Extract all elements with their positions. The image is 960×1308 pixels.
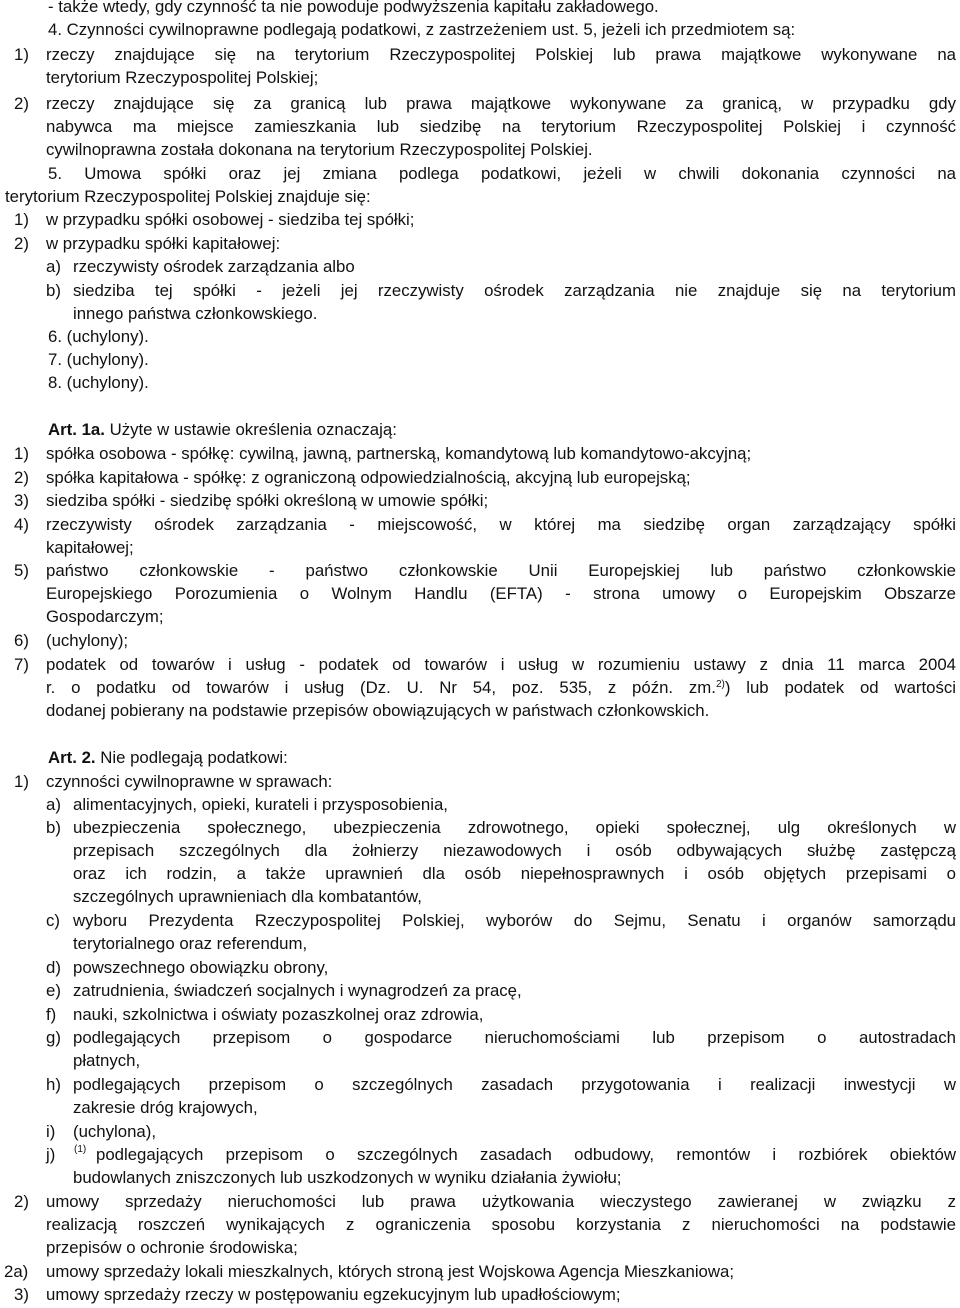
line-text: terytorium Rzeczypospolitej Polskiej znajduje się: (5, 187, 371, 206)
list-marker: h) (46, 1075, 61, 1094)
list-marker: 5) (14, 561, 29, 580)
list-marker: 6) (14, 631, 29, 650)
line-text: przepisach szczególnych dla żołnierzy niezawodowych i osób odbywających służbę zastępczą (73, 841, 956, 860)
list-marker: 1) (14, 772, 29, 791)
line-text: budowlanych zniszczonych lub uszkodzonych w wyniku działania żywiołu; (73, 1168, 622, 1187)
list-marker: 2a) (4, 1262, 29, 1281)
list-marker: 1) (14, 45, 29, 64)
article-number: Art. 1a. (48, 420, 105, 439)
line-text: zatrudnienia, świadczeń socjalnych i wynagrodzeń za pracę, (73, 981, 522, 1000)
line-text: 5. Umowa spółki oraz jej zmiana podlega podatkowi, jeżeli w chwili dokonania czynności na (48, 164, 956, 183)
list-marker: e) (46, 981, 61, 1000)
line-text: Gospodarczym; (46, 607, 164, 626)
list-marker: 3) (14, 491, 29, 510)
line-text: w przypadku spółki kapitałowej: (46, 234, 281, 253)
line-text: (uchylona), (73, 1122, 157, 1141)
line-text: państwo członkowskie - państwo członkowskie Unii Europejskiej lub państwo członkowskie (46, 561, 956, 580)
line-text: kapitałowej; (46, 538, 134, 557)
list-marker: f) (46, 1005, 57, 1024)
footnote-mark: (1) (74, 1144, 87, 1155)
list-marker: i) (46, 1122, 56, 1141)
line-text: siedziba tej spółki - jeżeli jej rzeczywisty ośrodek zarządzania nie znajduje się na terytorium (73, 281, 956, 300)
line-text: rzeczy znajdujące się na terytorium Rzeczypospolitej Polskiej lub prawa majątkowe wykonywane na (46, 45, 956, 64)
line-text: przepisów o ochronie środowiska; (46, 1238, 298, 1257)
line-text: innego państwa członkowskiego. (73, 304, 318, 323)
list-marker: 2) (14, 468, 29, 487)
line-text: umowy sprzedaży nieruchomości lub prawa użytkowania wieczystego zawieranej w związku z (46, 1192, 956, 1211)
line-text (48, 418, 956, 442)
list-marker: 4) (14, 515, 29, 534)
list-marker: a) (46, 795, 61, 814)
line-text: powszechnego obowiązku obrony, (73, 958, 329, 977)
line-text (46, 676, 956, 700)
list-marker: j) (46, 1145, 56, 1164)
line-text: rzeczywisty ośrodek zarządzania albo (73, 257, 355, 276)
line-text (48, 746, 956, 770)
list-marker: 2) (14, 234, 29, 253)
line-text: realizacją roszczeń wynikających z ograniczenia sposobu korzystania z nieruchomości na podstawie (46, 1215, 956, 1234)
line-text: rzeczy znajdujące się za granicą lub prawa majątkowe wykonywane za granicą, w przypadku gdy (46, 94, 956, 113)
line-text: ) lub podatek od wartości (724, 678, 956, 697)
line-text: płatnych, (73, 1051, 141, 1070)
line-text: cywilnoprawna została dokonana na terytorium Rzeczypospolitej Polskiej. (46, 140, 593, 159)
line-text: podlegających przepisom o szczególnych zasadach przygotowania i realizacji inwestycji w (73, 1075, 956, 1094)
article-number: Art. 2. (48, 748, 96, 767)
line-text: (uchylony); (46, 631, 129, 650)
line-text: r. o podatku od towarów i usług (Dz. U. Nr 54, poz. 535, z późn. zm. (46, 678, 716, 697)
line-text: zakresie dróg krajowych, (73, 1098, 258, 1117)
line-text: 6. (uchylony). (48, 327, 149, 346)
line-text: nauki, szkolnictwa i oświaty pozaszkolnej oraz zdrowia, (73, 1005, 484, 1024)
line-text: siedziba spółki - siedzibę spółki określoną w umowie spółki; (46, 491, 489, 510)
line-text: alimentacyjnych, opieki, kurateli i przysposobienia, (73, 795, 448, 814)
line-text: Europejskiego Porozumienia o Wolnym Handlu (EFTA) - strona umowy o Europejskim Obszarze (46, 584, 956, 603)
list-marker: d) (46, 958, 61, 977)
line-text: rzeczywisty ośrodek zarządzania - miejscowość, w której ma siedzibę organ zarządzający spółki (46, 515, 956, 534)
line-text: umowy sprzedaży lokali mieszkalnych, których stroną jest Wojskowa Agencja Mieszkaniowa; (46, 1262, 734, 1281)
footnote-wrapper (74, 1141, 86, 1165)
line-text: oraz ich rodzin, a także uprawnień dla osób niepełnosprawnych i osób objętych przepisami o (73, 864, 956, 883)
list-marker: c) (46, 911, 60, 930)
line-text: podatek od towarów i usług - podatek od towarów i usług w rozumieniu ustawy z dnia 11 marca 2004 (46, 655, 956, 674)
line-text: 8. (uchylony). (48, 373, 149, 392)
line-text: dodanej pobierany na podstawie przepisów obowiązujących w państwach członkowskich. (46, 701, 710, 720)
line-text: umowy sprzedaży rzeczy w postępowaniu egzekucyjnym lub upadłościowym; (46, 1285, 621, 1304)
line-text: terytorium Rzeczypospolitej Polskiej; (46, 68, 319, 87)
list-marker: 2) (14, 1192, 29, 1211)
list-marker: 3) (14, 1285, 29, 1304)
line-text: - także wtedy, gdy czynność ta nie powoduje podwyższenia kapitału zakładowego. (48, 0, 659, 16)
line-text: nabywca ma miejsce zamieszkania lub siedzibę na terytorium Rzeczypospolitej Polskiej i czynność (46, 117, 956, 136)
line-text: w przypadku spółki osobowej - siedziba tej spółki; (46, 210, 415, 229)
line-text: 4. Czynności cywilnoprawne podlegają podatkowi, z zastrzeżeniem ust. 5, jeżeli ich przedmiotem są: (48, 20, 796, 39)
list-marker: b) (46, 818, 61, 837)
line-text: podlegających przepisom o gospodarce nieruchomościami lub przepisom o autostradach (73, 1028, 956, 1047)
list-marker: 1) (14, 210, 29, 229)
line-text: czynności cywilnoprawne w sprawach: (46, 772, 333, 791)
footnote-mark: 2) (715, 679, 725, 690)
list-marker: g) (46, 1028, 61, 1047)
list-marker: 1) (14, 444, 29, 463)
line-text: spółka osobowa - spółkę: cywilną, jawną, partnerską, komandytową lub komandytowo-akcyjną; (46, 444, 752, 463)
line-text: 7. (uchylony). (48, 350, 149, 369)
list-marker: a) (46, 257, 61, 276)
line-text: szczególnych uprawnieniach dla kombatantów, (73, 887, 422, 906)
line-text: Nie podlegają podatkowi: (100, 748, 288, 767)
list-marker: b) (46, 281, 61, 300)
line-text: Użyte w ustawie określenia oznaczają: (109, 420, 397, 439)
line-text: spółka kapitałowa - spółkę: z ograniczoną odpowiedzialnością, akcyjną lub europejską; (46, 468, 691, 487)
list-marker: 2) (14, 94, 29, 113)
line-text: ubezpieczenia społecznego, ubezpieczenia zdrowotnego, opieki społecznej, ulg określonych w (73, 818, 956, 837)
line-text: terytorialnego oraz referendum, (73, 934, 308, 953)
line-text: podlegających przepisom o szczególnych zasadach odbudowy, remontów i rozbiórek obiektów (96, 1145, 956, 1164)
list-marker: 7) (14, 655, 29, 674)
line-text: wyboru Prezydenta Rzeczypospolitej Polskiej, wyborów do Sejmu, Senatu i organów samorządu (73, 911, 956, 930)
